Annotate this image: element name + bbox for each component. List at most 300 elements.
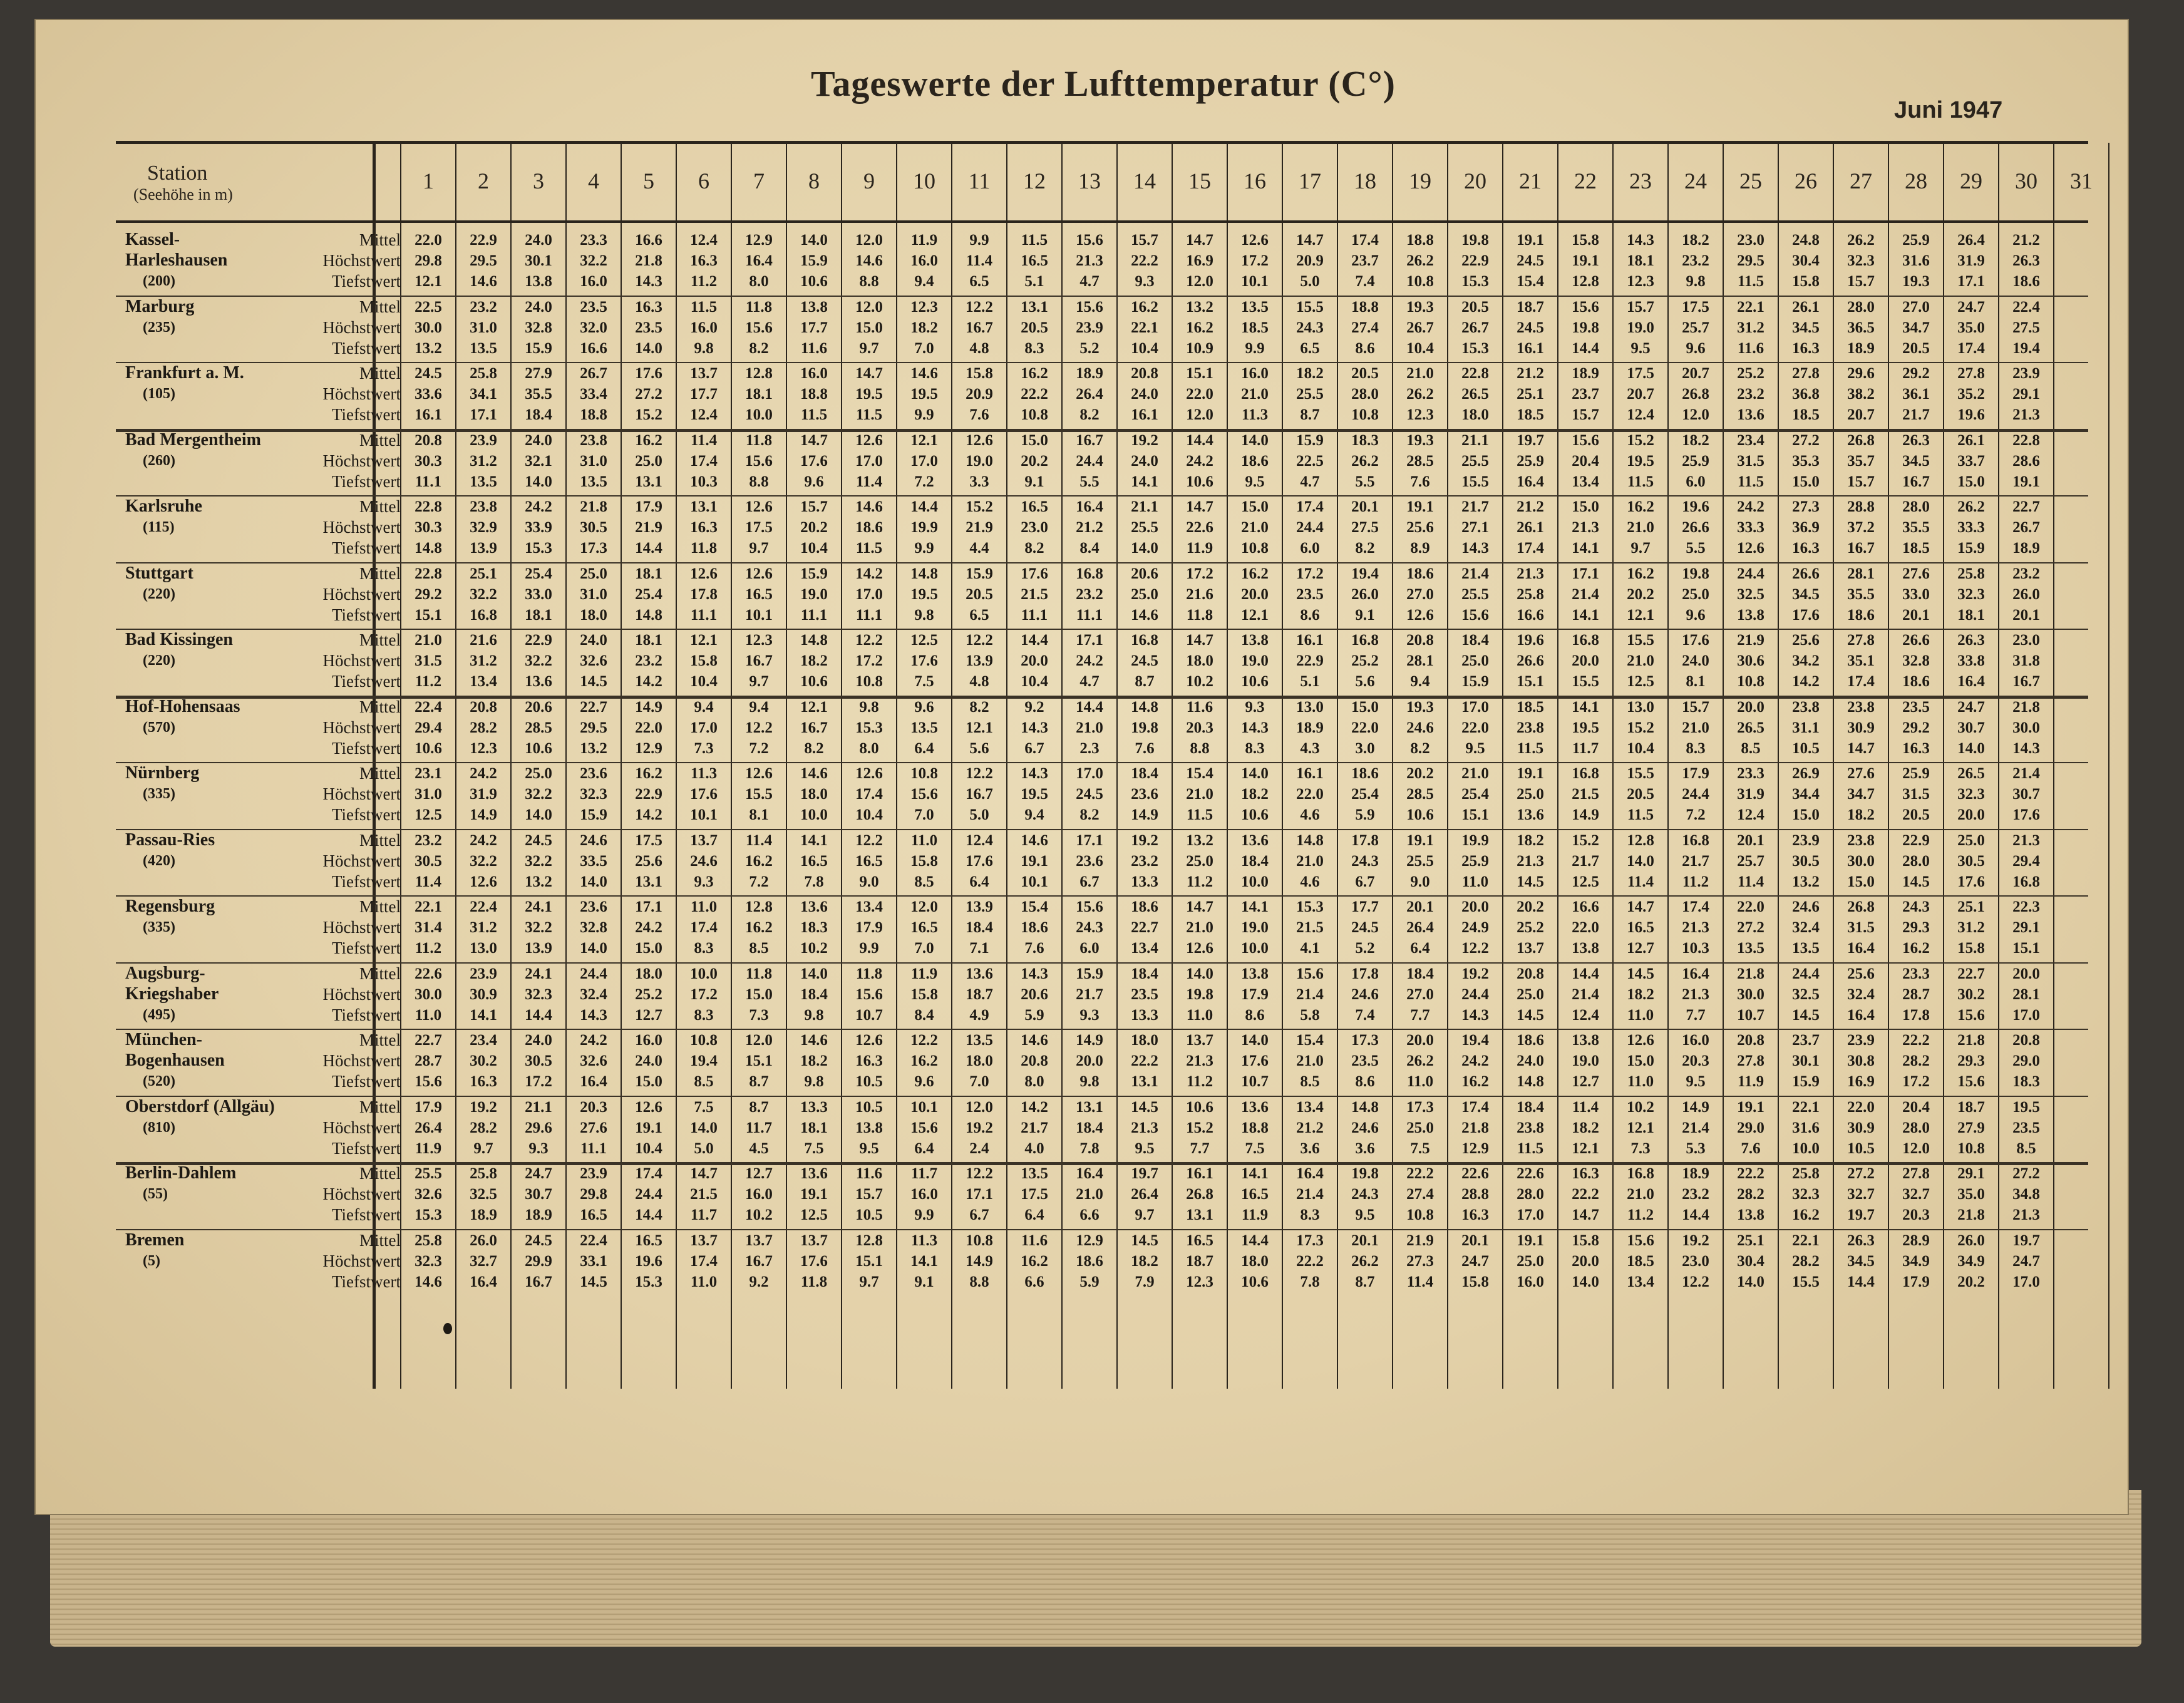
value-cell: 11.0 [1627, 1006, 1654, 1024]
value-cell: 19.8 [1461, 232, 1489, 249]
value-cell: 36.5 [1847, 319, 1875, 336]
row-label-mittel: Mittel [359, 630, 401, 649]
value-cell: 13.0 [1296, 698, 1324, 716]
value-cell: 11.6 [1186, 698, 1213, 716]
value-cell: 12.5 [910, 632, 938, 649]
value-cell: 35.7 [1847, 452, 1875, 470]
value-cell: 14.7 [1296, 232, 1324, 249]
value-cell: 13.1 [635, 473, 662, 490]
row-label-tiefst: Tiefstwert [331, 338, 401, 358]
value-cell: 24.3 [1296, 319, 1324, 336]
row-label-tiefst: Tiefstwert [331, 872, 401, 891]
value-cell: 5.0 [694, 1140, 714, 1157]
value-cell: 22.6 [1186, 519, 1213, 536]
value-cell: 14.7 [1627, 898, 1654, 915]
value-cell: 11.5 [800, 406, 828, 423]
value-cell: 16.2 [1186, 319, 1213, 336]
value-cell: 27.2 [1792, 431, 1820, 449]
value-cell: 21.0 [1627, 519, 1654, 536]
value-cell: 6.0 [1079, 940, 1100, 957]
value-cell: 14.5 [1902, 873, 1930, 890]
value-cell: 14.3 [1241, 719, 1269, 736]
value-cell: 13.5 [1737, 940, 1764, 957]
row-label-mittel: Mittel [359, 497, 401, 516]
value-cell: 6.4 [1410, 940, 1430, 957]
value-cell: 17.5 [1682, 298, 1709, 316]
value-cell: 18.9 [1572, 365, 1599, 382]
value-cell: 36.1 [1902, 386, 1930, 403]
value-cell: 18.6 [1847, 606, 1875, 624]
value-cell: 16.7 [745, 1252, 773, 1270]
value-cell: 17.2 [690, 985, 718, 1003]
value-cell: 28.0 [1902, 852, 1930, 870]
value-cell: 9.1 [914, 1273, 934, 1290]
value-cell: 20.7 [1847, 406, 1875, 423]
value-cell: 6.5 [969, 606, 989, 624]
value-cell: 15.6 [1957, 1006, 1985, 1024]
value-cell: 5.5 [1686, 540, 1706, 557]
value-cell: 15.6 [1461, 606, 1489, 624]
value-cell: 13.6 [800, 898, 828, 915]
value-cell: 8.8 [859, 273, 879, 290]
value-cell: 9.4 [1410, 673, 1430, 690]
value-cell: 15.0 [1241, 498, 1269, 515]
value-cell: 14.7 [1847, 739, 1875, 757]
value-cell: 25.8 [470, 1165, 497, 1182]
value-cell: 12.7 [745, 1165, 773, 1182]
value-cell: 22.0 [1351, 719, 1379, 736]
value-cell: 9.5 [859, 1140, 879, 1157]
row-label-mittel: Mittel [359, 563, 401, 583]
value-cell: 12.9 [1461, 1140, 1489, 1157]
value-cell: 12.4 [966, 831, 993, 849]
value-cell: 13.6 [1241, 831, 1269, 849]
value-cell: 12.1 [966, 719, 993, 736]
station-elevation: (55) [143, 1186, 168, 1202]
value-cell: 30.4 [1792, 252, 1820, 269]
value-cell: 24.0 [1131, 452, 1158, 470]
row-label-hoechst: Höchstwert [322, 584, 401, 604]
value-cell: 23.9 [580, 1165, 607, 1182]
value-cell: 23.1 [415, 765, 442, 782]
value-cell: 22.9 [525, 632, 552, 649]
value-cell: 33.1 [580, 1252, 607, 1270]
value-cell: 12.9 [635, 739, 662, 757]
value-cell: 21.9 [1406, 1232, 1434, 1249]
value-cell: 32.3 [415, 1252, 442, 1270]
value-cell: 17.0 [1461, 698, 1489, 716]
value-cell: 13.1 [635, 873, 662, 890]
value-cell: 9.4 [694, 698, 714, 716]
station-name: Nürnberg [125, 763, 200, 783]
value-cell: 36.9 [1792, 519, 1820, 536]
value-cell: 19.0 [1241, 919, 1269, 936]
value-cell: 10.6 [415, 739, 442, 757]
value-cell: 31.9 [1957, 252, 1985, 269]
value-cell: 16.3 [690, 519, 718, 536]
value-cell: 25.7 [1737, 852, 1764, 870]
value-cell: 17.5 [1021, 1186, 1048, 1203]
value-cell: 17.5 [745, 519, 773, 536]
value-cell: 16.0 [910, 252, 938, 269]
value-cell: 25.5 [1406, 852, 1434, 870]
value-cell: 12.6 [1186, 940, 1213, 957]
value-cell: 16.2 [910, 1052, 938, 1069]
value-cell: 5.3 [1686, 1140, 1706, 1157]
value-cell: 20.6 [525, 698, 552, 716]
value-cell: 15.2 [1627, 431, 1654, 449]
value-cell: 21.0 [1076, 1186, 1103, 1203]
value-cell: 21.0 [415, 632, 442, 649]
value-cell: 25.0 [1406, 1119, 1434, 1136]
value-cell: 19.1 [1517, 232, 1544, 249]
value-cell: 10.8 [855, 673, 883, 690]
value-cell: 17.3 [1406, 1098, 1434, 1116]
value-cell: 20.4 [1902, 1098, 1930, 1116]
value-cell: 19.7 [2012, 1232, 2040, 1249]
value-cell: 20.0 [1461, 898, 1489, 915]
value-cell: 28.8 [1461, 1186, 1489, 1203]
value-cell: 16.7 [745, 652, 773, 669]
value-cell: 12.2 [966, 298, 993, 316]
value-cell: 16.3 [1902, 739, 1930, 757]
value-cell: 29.3 [1957, 1052, 1985, 1069]
value-cell: 16.5 [745, 585, 773, 603]
value-cell: 17.6 [800, 1252, 828, 1270]
value-cell: 17.9 [635, 498, 662, 515]
value-cell: 16.7 [1847, 540, 1875, 557]
value-cell: 8.3 [694, 940, 714, 957]
value-cell: 15.3 [415, 1207, 442, 1223]
value-cell: 14.6 [470, 273, 497, 290]
value-cell: 17.4 [690, 1252, 718, 1270]
value-cell: 35.5 [525, 386, 552, 403]
value-cell: 21.8 [1957, 1032, 1985, 1049]
value-cell: 21.8 [2012, 698, 2040, 716]
value-cell: 11.0 [690, 1273, 718, 1290]
value-cell: 14.6 [800, 765, 828, 782]
value-cell: 25.8 [1792, 1165, 1820, 1182]
value-cell: 7.0 [969, 1073, 989, 1090]
value-cell: 19.4 [1351, 565, 1379, 582]
value-cell: 14.6 [1131, 606, 1158, 624]
value-cell: 22.4 [2012, 298, 2040, 316]
value-cell: 20.5 [1461, 298, 1489, 316]
value-cell: 17.1 [1957, 273, 1985, 290]
value-cell: 17.1 [1076, 632, 1103, 649]
value-cell: 9.5 [1630, 339, 1651, 357]
value-cell: 17.0 [690, 719, 718, 736]
value-cell: 16.4 [745, 252, 773, 269]
value-cell: 20.6 [1131, 565, 1158, 582]
value-cell: 28.2 [1792, 1252, 1820, 1270]
value-cell: 10.5 [855, 1073, 883, 1090]
value-cell: 30.8 [1847, 1052, 1875, 1069]
value-cell: 29.0 [1737, 1119, 1764, 1136]
value-cell: 20.3 [1902, 1207, 1930, 1223]
value-cell: 25.8 [1957, 565, 1985, 582]
value-cell: 20.2 [1957, 1273, 1985, 1290]
value-cell: 12.5 [1627, 673, 1654, 690]
value-cell: 11.0 [690, 898, 718, 915]
value-cell: 21.0 [1186, 786, 1213, 803]
value-cell: 23.2 [1131, 852, 1158, 870]
value-cell: 24.4 [1461, 985, 1489, 1003]
value-cell: 14.3 [2012, 739, 2040, 757]
value-cell: 7.5 [1410, 1140, 1430, 1157]
value-cell: 22.0 [1572, 919, 1599, 936]
value-cell: 13.7 [690, 831, 718, 849]
value-cell: 14.7 [690, 1165, 718, 1182]
value-cell: 14.9 [1572, 806, 1599, 823]
value-cell: 16.2 [1627, 565, 1654, 582]
value-cell: 32.2 [470, 852, 497, 870]
value-cell: 4.7 [1079, 273, 1100, 290]
day-header-22: 22 [1574, 168, 1597, 193]
value-cell: 35.3 [1792, 452, 1820, 470]
page-title: Tageswerte der Lufttemperatur (C°) [811, 63, 1396, 104]
day-header-20: 20 [1464, 168, 1486, 193]
value-cell: 19.8 [1351, 1165, 1379, 1182]
value-cell: 10.0 [745, 406, 773, 423]
value-cell: 15.0 [1957, 473, 1985, 490]
value-cell: 16.8 [1572, 765, 1599, 782]
value-cell: 13.2 [525, 873, 552, 890]
value-cell: 22.0 [1186, 386, 1213, 403]
value-cell: 23.4 [470, 1032, 497, 1049]
value-cell: 25.1 [1737, 1232, 1764, 1249]
value-cell: 19.2 [470, 1098, 497, 1116]
station-elevation: (335) [143, 786, 175, 802]
value-cell: 11.9 [1737, 1073, 1764, 1090]
value-cell: 17.4 [690, 452, 718, 470]
value-cell: 28.2 [1902, 1052, 1930, 1069]
value-cell: 24.9 [1461, 919, 1489, 936]
value-cell: 32.5 [1792, 985, 1820, 1003]
value-cell: 35.5 [1847, 585, 1875, 603]
value-cell: 14.1 [1572, 540, 1599, 557]
value-cell: 27.1 [1461, 519, 1489, 536]
value-cell: 5.5 [1079, 473, 1100, 490]
value-cell: 15.2 [635, 406, 662, 423]
value-cell: 13.4 [1572, 473, 1599, 490]
value-cell: 15.6 [1076, 898, 1103, 915]
value-cell: 15.4 [1186, 765, 1213, 782]
value-cell: 14.0 [690, 1119, 718, 1136]
value-cell: 16.3 [1792, 540, 1820, 557]
value-cell: 14.4 [1021, 632, 1048, 649]
value-cell: 16.4 [1076, 498, 1103, 515]
value-cell: 32.3 [580, 786, 607, 803]
value-cell: 26.2 [1847, 232, 1875, 249]
row-label-hoechst: Höchstwert [322, 317, 401, 337]
value-cell: 16.6 [635, 232, 662, 249]
value-cell: 19.4 [690, 1052, 718, 1069]
value-cell: 28.0 [1847, 298, 1875, 316]
value-cell: 12.3 [470, 739, 497, 757]
value-cell: 19.1 [2012, 473, 2040, 490]
value-cell: 11.9 [1241, 1207, 1269, 1223]
value-cell: 18.4 [966, 919, 993, 936]
value-cell: 23.9 [1792, 831, 1820, 849]
value-cell: 10.6 [800, 273, 828, 290]
day-header-23: 23 [1629, 168, 1652, 193]
value-cell: 33.3 [1957, 519, 1985, 536]
value-cell: 11.8 [855, 965, 883, 982]
row-label-hoechst: Höchstwert [322, 984, 401, 1004]
value-cell: 19.8 [1572, 319, 1599, 336]
value-cell: 22.1 [415, 898, 442, 915]
value-cell: 16.1 [1186, 1165, 1213, 1182]
value-cell: 20.0 [1406, 1032, 1434, 1049]
value-cell: 31.2 [1957, 919, 1985, 936]
value-cell: 15.9 [1076, 965, 1103, 982]
value-cell: 10.8 [1406, 273, 1434, 290]
value-cell: 24.2 [470, 831, 497, 849]
value-cell: 14.9 [1076, 1032, 1103, 1049]
value-cell: 33.9 [525, 519, 552, 536]
value-cell: 23.8 [1517, 719, 1544, 736]
value-cell: 12.4 [1737, 806, 1764, 823]
value-cell: 23.6 [580, 765, 607, 782]
value-cell: 31.0 [470, 319, 497, 336]
value-cell: 28.9 [1902, 1232, 1930, 1249]
value-cell: 9.4 [1024, 806, 1044, 823]
value-cell: 18.0 [635, 965, 662, 982]
value-cell: 12.0 [855, 232, 883, 249]
value-cell: 9.3 [1135, 273, 1155, 290]
value-cell: 15.0 [1847, 873, 1875, 890]
day-header-18: 18 [1354, 168, 1376, 193]
value-cell: 21.7 [1076, 985, 1103, 1003]
value-cell: 24.4 [1682, 786, 1709, 803]
value-cell: 25.7 [1682, 319, 1709, 336]
value-cell: 11.1 [690, 606, 718, 624]
value-cell: 19.6 [1517, 632, 1544, 649]
value-cell: 11.5 [855, 540, 883, 557]
value-cell: 18.3 [800, 919, 828, 936]
value-cell: 16.2 [745, 852, 773, 870]
value-cell: 25.9 [1461, 852, 1489, 870]
station-elevation: (520) [143, 1073, 175, 1089]
value-cell: 21.0 [1241, 386, 1269, 403]
value-cell: 24.2 [580, 1032, 607, 1049]
value-cell: 11.4 [855, 473, 883, 490]
value-cell: 12.4 [690, 406, 718, 423]
value-cell: 8.5 [694, 1073, 714, 1090]
station-elevation: (260) [143, 452, 175, 469]
value-cell: 12.6 [745, 498, 773, 515]
value-cell: 7.8 [804, 873, 824, 890]
value-cell: 24.5 [1076, 786, 1103, 803]
value-cell: 11.2 [1682, 873, 1709, 890]
value-cell: 17.8 [1351, 831, 1379, 849]
value-cell: 11.5 [855, 406, 883, 423]
value-cell: 19.0 [1627, 319, 1654, 336]
value-cell: 34.5 [1902, 452, 1930, 470]
value-cell: 11.1 [800, 606, 828, 624]
value-cell: 24.5 [1131, 652, 1158, 669]
value-cell: 19.3 [1406, 298, 1434, 316]
value-cell: 26.3 [1957, 632, 1985, 649]
value-cell: 14.3 [1021, 965, 1048, 982]
value-cell: 26.5 [1461, 386, 1489, 403]
value-cell: 31.1 [1792, 719, 1820, 736]
day-header-11: 11 [968, 168, 991, 193]
value-cell: 14.8 [415, 540, 442, 557]
value-cell: 20.7 [1682, 365, 1709, 382]
value-cell: 12.7 [1572, 1073, 1599, 1090]
value-cell: 16.2 [745, 919, 773, 936]
value-cell: 32.7 [1902, 1186, 1930, 1203]
value-cell: 27.6 [1902, 565, 1930, 582]
value-cell: 21.7 [1902, 406, 1930, 423]
value-cell: 14.9 [966, 1252, 993, 1270]
value-cell: 22.0 [1737, 898, 1764, 915]
value-cell: 16.1 [1517, 339, 1544, 357]
value-cell: 11.4 [1627, 873, 1654, 890]
value-cell: 21.0 [1296, 1052, 1324, 1069]
value-cell: 22.8 [2012, 431, 2040, 449]
value-cell: 31.5 [415, 652, 442, 669]
value-cell: 24.5 [415, 365, 442, 382]
value-cell: 4.4 [969, 540, 989, 557]
value-cell: 20.8 [2012, 1032, 2040, 1049]
station-elevation: (235) [143, 319, 175, 336]
value-cell: 16.2 [1021, 1252, 1048, 1270]
value-cell: 18.4 [1076, 1119, 1103, 1136]
row-label-tiefst: Tiefstwert [331, 405, 401, 424]
value-cell: 32.2 [525, 652, 552, 669]
value-cell: 32.3 [1957, 585, 1985, 603]
value-cell: 16.1 [415, 406, 442, 423]
value-cell: 25.9 [1902, 232, 1930, 249]
value-cell: 16.4 [1847, 1006, 1875, 1024]
value-cell: 8.5 [1741, 739, 1761, 757]
value-cell: 16.6 [1517, 606, 1544, 624]
value-cell: 11.2 [415, 673, 442, 690]
value-cell: 8.2 [1024, 540, 1044, 557]
value-cell: 23.2 [1682, 1186, 1709, 1203]
value-cell: 22.2 [1572, 1186, 1599, 1203]
value-cell: 14.2 [1792, 673, 1820, 690]
value-cell: 17.1 [635, 898, 662, 915]
station-elevation: (220) [143, 585, 175, 602]
value-cell: 16.2 [1902, 940, 1930, 957]
value-cell: 15.8 [1792, 273, 1820, 290]
value-cell: 18.6 [1021, 919, 1048, 936]
value-cell: 14.9 [1682, 1098, 1709, 1116]
value-cell: 10.8 [690, 1032, 718, 1049]
value-cell: 12.6 [690, 565, 718, 582]
value-cell: 15.6 [1076, 298, 1103, 316]
value-cell: 14.8 [635, 606, 662, 624]
value-cell: 16.7 [1902, 473, 1930, 490]
value-cell: 25.0 [1957, 831, 1985, 849]
row-label-hoechst: Höchstwert [322, 718, 401, 737]
value-cell: 21.1 [1131, 498, 1158, 515]
value-cell: 5.1 [1300, 673, 1320, 690]
value-cell: 17.6 [1682, 632, 1709, 649]
value-cell: 17.6 [910, 652, 938, 669]
value-cell: 11.0 [1627, 1073, 1654, 1090]
value-cell: 3.6 [1300, 1140, 1320, 1157]
value-cell: 7.0 [914, 940, 934, 957]
value-cell: 21.5 [1021, 585, 1048, 603]
row-label-tiefst: Tiefstwert [331, 805, 401, 824]
value-cell: 23.2 [1682, 252, 1709, 269]
value-cell: 8.3 [1024, 339, 1044, 357]
